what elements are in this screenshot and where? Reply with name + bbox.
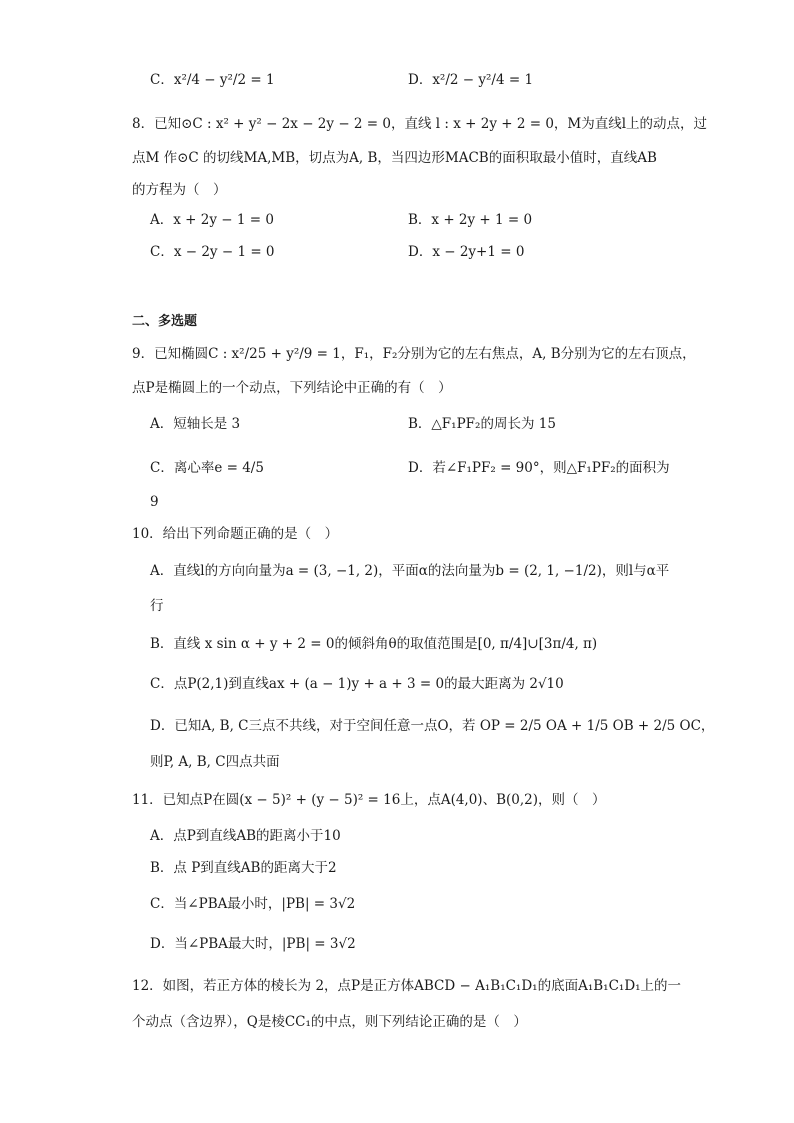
q10-option-a-line1: A．直线l的方向向量为a = (3, −1, 2)，平面α的法向量为b = (2, 1, −1/2)，则l与α平 [150,563,670,579]
q11-option-d: D．当∠PBA最大时，|PB| = 3√2 [150,936,356,952]
q9-option-a: A．短轴长是 3 [150,416,241,432]
q11-option-a: A．点P到直线AB的距离小于10 [150,828,341,844]
q7-option-d: D．x²/2 − y²/4 = 1 [408,72,534,88]
q10-option-d-line1: D．已知A, B, C三点不共线，对于空间任意一点O，若 OP = 2/5 OA + 1/5 OB + 2/5 OC， [150,718,715,734]
q10-option-b: B．直线 x sin α + y + 2 = 0的倾斜角θ的取值范围是[0, π/4]∪[3π/4, π) [150,636,598,652]
q11-option-c: C．当∠PBA最小时，|PB| = 3√2 [150,896,356,912]
q10-stem: 10．给出下列命题正确的是（ ） [132,526,339,542]
section-heading-multi-choice: 二、多选题 [132,314,198,329]
q9-option-d-continued: 9 [150,494,159,510]
q8-option-a: A．x + 2y − 1 = 0 [150,212,274,228]
q10-option-a-line2: 行 [150,598,164,614]
q9-option-c: C．离心率e = 4/5 [150,460,264,476]
q8-option-b: B．x + 2y + 1 = 0 [408,212,533,228]
q10-option-c: C．点P(2,1)到直线ax + (a − 1)y + a + 3 = 0的最大距离为 2√10 [150,676,564,692]
q12-stem-line2: 个动点（含边界），Q是棱CC₁的中点，则下列结论正确的是（ ） [132,1014,527,1030]
q12-stem-line1: 12．如图，若正方体的棱长为 2，点P是正方体ABCD − A₁B₁C₁D₁的底面A₁B₁C₁D₁上的一 [132,978,682,994]
q11-option-b: B．点 P到直线AB的距离大于2 [150,860,337,876]
q7-option-c: C．x²/4 − y²/2 = 1 [150,72,275,88]
q8-option-c: C．x − 2y − 1 = 0 [150,244,275,260]
q8-stem-line1: 8．已知⊙C : x² + y² − 2x − 2y − 2 = 0，直线 l : x + 2y + 2 = 0，M为直线l上的动点，过 [132,116,708,132]
q9-option-b: B．△F₁PF₂的周长为 15 [408,416,556,432]
q9-stem-line2: 点P是椭圆上的一个动点，下列结论中正确的有（ ） [132,380,452,396]
q9-stem-line1: 9．已知椭圆C : x²/25 + y²/9 = 1，F₁，F₂分别为它的左右焦点，A, B分别为它的左右顶点， [132,346,696,362]
q10-option-d-line2: 则P, A, B, C四点共面 [150,754,280,770]
q8-stem-line2: 点M 作⊙C 的切线MA,MB，切点为A, B，当四边形MACB的面积取最小值时，直线AB [132,150,657,166]
q8-option-d: D．x − 2y+1 = 0 [408,244,525,260]
q8-stem-line3: 的方程为（ ） [132,182,227,198]
q9-option-d: D．若∠F₁PF₂ = 90°，则△F₁PF₂的面积为 [408,460,670,476]
q11-stem: 11．已知点P在圆(x − 5)² + (y − 5)² = 16上，点A(4,0)、B(0,2)，则（ ） [132,792,606,808]
